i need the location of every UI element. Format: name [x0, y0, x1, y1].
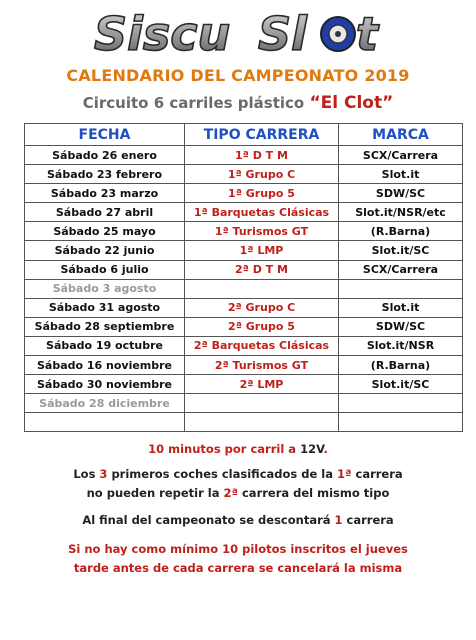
- cell-type: [185, 279, 339, 298]
- cell-brand: Slot.it/SC: [339, 241, 463, 260]
- cell-date: Sábado 22 junio: [25, 241, 185, 260]
- cell-brand: Slot.it/SC: [339, 375, 463, 394]
- cell-brand: SCX/Carrera: [339, 146, 463, 165]
- table-row: [25, 317, 463, 336]
- header-tipo-carrera: TIPO CARRERA: [185, 124, 339, 146]
- note-repeat-line1: [0, 465, 476, 484]
- cell-brand: Slot.it/NSR/etc: [339, 203, 463, 222]
- cell-brand: Slot.it: [339, 298, 463, 317]
- table-row: [25, 375, 463, 394]
- wheel-icon: [321, 17, 355, 51]
- cell-date: Sábado 16 noviembre: [25, 356, 185, 375]
- note-minutes-c: .: [323, 442, 328, 456]
- note-repeat-l1a: Los: [73, 467, 100, 481]
- calendar-table: [24, 123, 463, 432]
- table-row: [25, 146, 463, 165]
- cell-brand: Slot.it/NSR: [339, 336, 463, 355]
- cell-type: 2ª Turismos GT: [185, 356, 339, 375]
- table-row: [25, 222, 463, 241]
- page-title: CALENDARIO DEL CAMPEONATO 2019: [66, 66, 410, 85]
- cell-type: 1ª Grupo 5: [185, 184, 339, 203]
- cell-brand: Slot.it: [339, 165, 463, 184]
- table-row: [25, 279, 463, 298]
- note-repeat-l2b: 2ª: [223, 486, 238, 500]
- cell-type: 1ª D T M: [185, 146, 339, 165]
- note-cancel-line2: tarde antes de cada carrera se cancelará la misma: [73, 561, 403, 575]
- note-repeat-line2: [0, 484, 476, 503]
- note-discount-c: carrera: [342, 513, 394, 527]
- note-repeat-l1d: 1ª: [337, 467, 352, 481]
- note-minutes: [0, 440, 476, 459]
- subtitle-prefix: Circuito 6 carriles plástico: [82, 94, 310, 112]
- cell-type: 2ª D T M: [185, 260, 339, 279]
- note-repeat-l1e: carrera: [351, 467, 403, 481]
- cell-type: [185, 413, 339, 432]
- table-row: [25, 394, 463, 413]
- note-discount: [0, 511, 476, 530]
- logo-text-end: t: [356, 7, 378, 61]
- note-minutes-a: 10 minutos por carril a: [148, 442, 301, 456]
- logo-graphic: [88, 4, 388, 62]
- cell-type: 1ª Turismos GT: [185, 222, 339, 241]
- table-row: [25, 356, 463, 375]
- cell-brand: SCX/Carrera: [339, 260, 463, 279]
- note-discount-b: 1: [334, 513, 343, 527]
- cell-brand: (R.Barna): [339, 222, 463, 241]
- cell-brand: [339, 394, 463, 413]
- cell-date: Sábado 31 agosto: [25, 298, 185, 317]
- siscuslot-logo: [0, 4, 476, 62]
- cell-type: 1ª LMP: [185, 241, 339, 260]
- header-fecha: FECHA: [25, 124, 185, 146]
- table-row: [25, 184, 463, 203]
- note-cancel: [0, 540, 476, 578]
- cell-brand: [339, 413, 463, 432]
- table-row: [25, 165, 463, 184]
- page-subtitle: [0, 93, 476, 113]
- cell-date: Sábado 25 mayo: [25, 222, 185, 241]
- cell-type: 2ª Barquetas Clásicas: [185, 336, 339, 355]
- cell-type: 2ª Grupo C: [185, 298, 339, 317]
- cell-brand: (R.Barna): [339, 356, 463, 375]
- header-marca: MARCA: [339, 124, 463, 146]
- cell-date: Sábado 3 agosto: [25, 279, 185, 298]
- table-row: [25, 203, 463, 222]
- cell-date: [25, 413, 185, 432]
- table-row: [25, 413, 463, 432]
- cell-date: Sábado 23 febrero: [25, 165, 185, 184]
- table-row: [25, 241, 463, 260]
- note-repeat-l2a: no pueden repetir la: [86, 486, 224, 500]
- cell-brand: [339, 279, 463, 298]
- cell-type: [185, 394, 339, 413]
- cell-type: 2ª LMP: [185, 375, 339, 394]
- table-row: [25, 298, 463, 317]
- note-repeat-l1b: 3: [99, 467, 108, 481]
- table-row: [25, 260, 463, 279]
- cell-date: Sábado 28 septiembre: [25, 317, 185, 336]
- note-repeat-l1c: primeros coches clasificados de la: [107, 467, 337, 481]
- cell-date: Sábado 28 diciembre: [25, 394, 185, 413]
- cell-date: Sábado 27 abril: [25, 203, 185, 222]
- logo-text-right: Sl: [258, 7, 307, 61]
- note-repeat: [0, 465, 476, 503]
- cell-brand: SDW/SC: [339, 184, 463, 203]
- cell-type: 2ª Grupo 5: [185, 317, 339, 336]
- note-repeat-l2c: carrera del mismo tipo: [237, 486, 390, 500]
- cell-type: 1ª Barquetas Clásicas: [185, 203, 339, 222]
- cell-brand: SDW/SC: [339, 317, 463, 336]
- table-row: [25, 336, 463, 355]
- logo-text-left: Siscu: [94, 7, 231, 61]
- cell-date: Sábado 30 noviembre: [25, 375, 185, 394]
- cell-type: 1ª Grupo C: [185, 165, 339, 184]
- note-discount-a: Al final del campeonato se descontará: [82, 513, 335, 527]
- cell-date: Sábado 23 marzo: [25, 184, 185, 203]
- subtitle-venue: “El Clot”: [309, 93, 394, 113]
- note-minutes-b: 12V: [300, 442, 324, 456]
- table-header-row: [25, 124, 463, 146]
- cell-date: Sábado 6 julio: [25, 260, 185, 279]
- note-cancel-line1: Si no hay como mínimo 10 pilotos inscritos el jueves: [68, 542, 408, 556]
- cell-date: Sábado 26 enero: [25, 146, 185, 165]
- cell-date: Sábado 19 octubre: [25, 336, 185, 355]
